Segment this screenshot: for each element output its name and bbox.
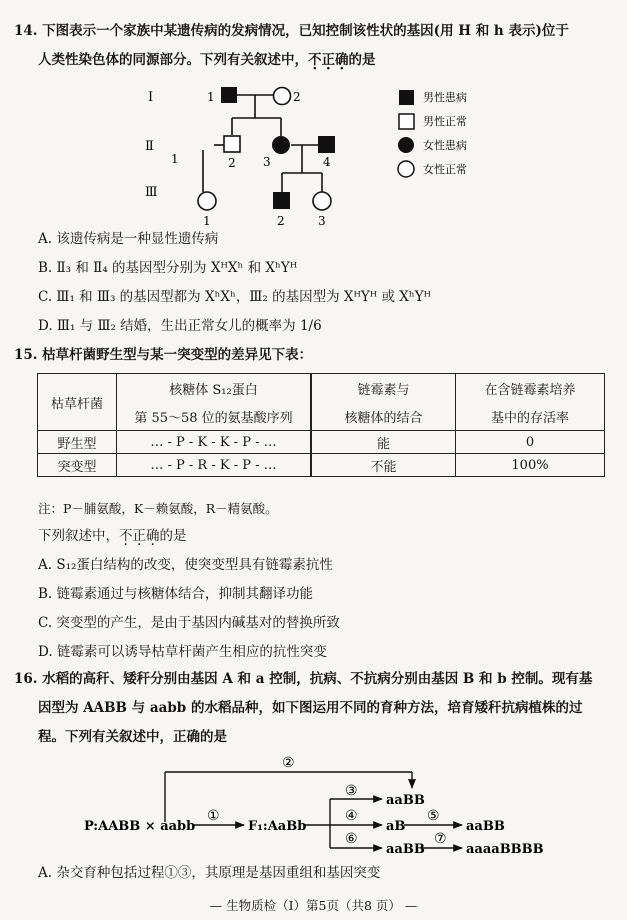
q15-emphasis-2: 正 [132,528,146,544]
num-II2: 2 [228,156,236,170]
pedigree-II2 [224,136,240,152]
page-footer: — 生物质检（Ⅰ）第5页（共8 页） — [209,898,418,913]
q14-stem-line2-b: 的是 [348,52,376,68]
num-II3: 3 [263,155,271,169]
q16-option-a: A. 杂交育种包括过程①③，其原理是基因重组和基因突变 [38,865,381,881]
q16-stem-line3: 程。下列有关叙述中，正确的是 [38,729,227,745]
q15-option-b: B. 链霉素通过与核糖体结合，抑制其翻译功能 [38,586,314,602]
num-I2: 2 [293,90,301,104]
num-II4: 4 [323,155,331,169]
table-header-row [38,374,605,403]
table-cell: … - P - K - K - P - … [117,431,312,454]
q14-emphasis-3: 确 [335,52,349,68]
result-aaBB-5: aaBB [466,819,505,834]
num-I1: 1 [207,90,215,104]
table-cell: 不能 [311,454,456,477]
legend-affected-male-icon [399,90,414,105]
q15-table [37,373,605,477]
q14-option-b: B. Ⅱ₃ 和 Ⅱ₄ 的基因型分别为 XᴴXʰ 和 XʰYᴴ [38,260,298,276]
table-cell: 100% [456,454,605,477]
table-cell: 野生型 [38,431,117,454]
result-aaBB-3: aaBB [386,793,425,808]
table-header-cell: 核糖体的结合 [311,402,456,431]
table-cell: 0 [456,431,605,454]
gen-label-II: Ⅱ [145,139,154,154]
q15-prompt-b: 的是 [159,528,187,544]
q15-stem: 15. 枯草杆菌野生型与某一突变型的差异见下表： [14,347,313,363]
legend-normal-female: 女性正常 [423,163,467,176]
result-aaaaBBBB: aaaaBBBB [466,842,544,857]
q14-stem-line2-a: 人类性染色体的同源部分。下列有关叙述中， [38,52,308,68]
pedigree-II4 [318,136,335,153]
q15-note: 注：P－脯氨酸，K－赖氨酸，R－精氨酸。 [38,501,278,516]
result-aaBB-6: aaBB [386,842,425,857]
table-row [38,431,605,454]
table-header-cell: 核糖体 S₁₂蛋白 [117,374,312,403]
pedigree-III3 [313,192,331,210]
legend-normal-male: 男性正常 [423,115,467,128]
table-header-cell: 枯草杆菌 [38,374,117,431]
legend-affected-female: 女性患病 [423,139,467,152]
table-header-cell: 在含链霉素培养 [456,374,605,403]
step-3-label: ③ [345,783,358,799]
q16-stem-line1: 16. 水稻的高秆、矮秆分别由基因 A 和 a 控制，抗病、不抗病分别由基因 B 和 b 控制。现有基 [14,671,593,687]
step-5-label: ⑤ [427,808,440,824]
legend-normal-female-icon [398,161,414,177]
table-cell: … - P - R - K - P - … [117,454,312,477]
pedigree-III2 [273,192,290,209]
step-2-label: ② [282,755,295,771]
legend-affected-male: 男性患病 [423,91,467,104]
num-III3: 3 [318,214,326,228]
q14-emphasis-1: 不 [308,52,322,68]
legend-normal-male-icon [399,114,414,129]
breeding-diagram [0,750,627,860]
table-cell: 能 [311,431,456,454]
table-row [38,454,605,477]
q15-option-c: C. 突变型的产生，是由于基因内碱基对的替换所致 [38,615,340,631]
q14-stem-line2 [38,51,376,69]
pedigree-I2 [274,88,291,105]
table-header-cell: 链霉素与 [311,374,456,403]
step-1-label: ① [207,808,220,824]
pedigree-III1 [198,192,216,210]
pedigree-II3 [272,136,290,154]
f1-genotype: F₁:AaBb [248,819,307,834]
q15-emphasis-1: 不 [119,528,133,544]
num-III2: 2 [277,214,285,228]
q15-prompt-a: 下列叙述中， [38,528,119,544]
q14-option-c: C. Ⅲ₁ 和 Ⅲ₃ 的基因型都为 XʰXʰ，Ⅲ₂ 的基因型为 XᴴYᴴ 或 XʰYᴴ [38,289,432,305]
parent-cross: P:AABB × aabb [84,819,196,834]
q15-prompt [38,527,187,545]
num-II1: 1 [171,152,179,166]
legend-affected-female-icon [398,137,414,153]
table-header-row [38,402,605,431]
q14-option-a: A. 该遗传病是一种显性遗传病 [38,231,219,247]
pedigree-I1 [221,87,237,103]
table-header-cell: 基中的存活率 [456,402,605,431]
q15-emphasis-3: 确 [146,528,160,544]
step-7-label: ⑦ [434,831,447,847]
step-4-label: ④ [345,808,358,824]
q15-option-a: A. S₁₂蛋白结构的改变，使突变型具有链霉素抗性 [38,557,333,573]
q14-stem-line1: 14. 下图表示一个家族中某遗传病的发病情况，已知控制该性状的基因(用 H 和 h 表示)位于 [14,23,569,39]
step-6-label: ⑥ [345,831,358,847]
pedigree-diagram [0,70,627,230]
table-header-cell: 第 55～58 位的氨基酸序列 [117,402,312,431]
result-aB: aB [386,819,406,834]
gen-label-I: Ⅰ [148,90,154,105]
gen-label-III: Ⅲ [145,185,158,200]
q14-emphasis-2: 正 [321,52,335,68]
q15-option-d: D. 链霉素可以诱导枯草杆菌产生相应的抗性突变 [38,644,327,660]
q16-stem-line2: 因型为 AABB 与 aabb 的水稻品种，如下图运用不同的育种方法，培育矮秆抗病植株的过 [38,700,583,716]
table-cell: 突变型 [38,454,117,477]
q14-option-d: D. Ⅲ₁ 与 Ⅲ₂ 结婚，生出正常女儿的概率为 1/6 [38,318,322,334]
num-III1: 1 [203,214,211,228]
